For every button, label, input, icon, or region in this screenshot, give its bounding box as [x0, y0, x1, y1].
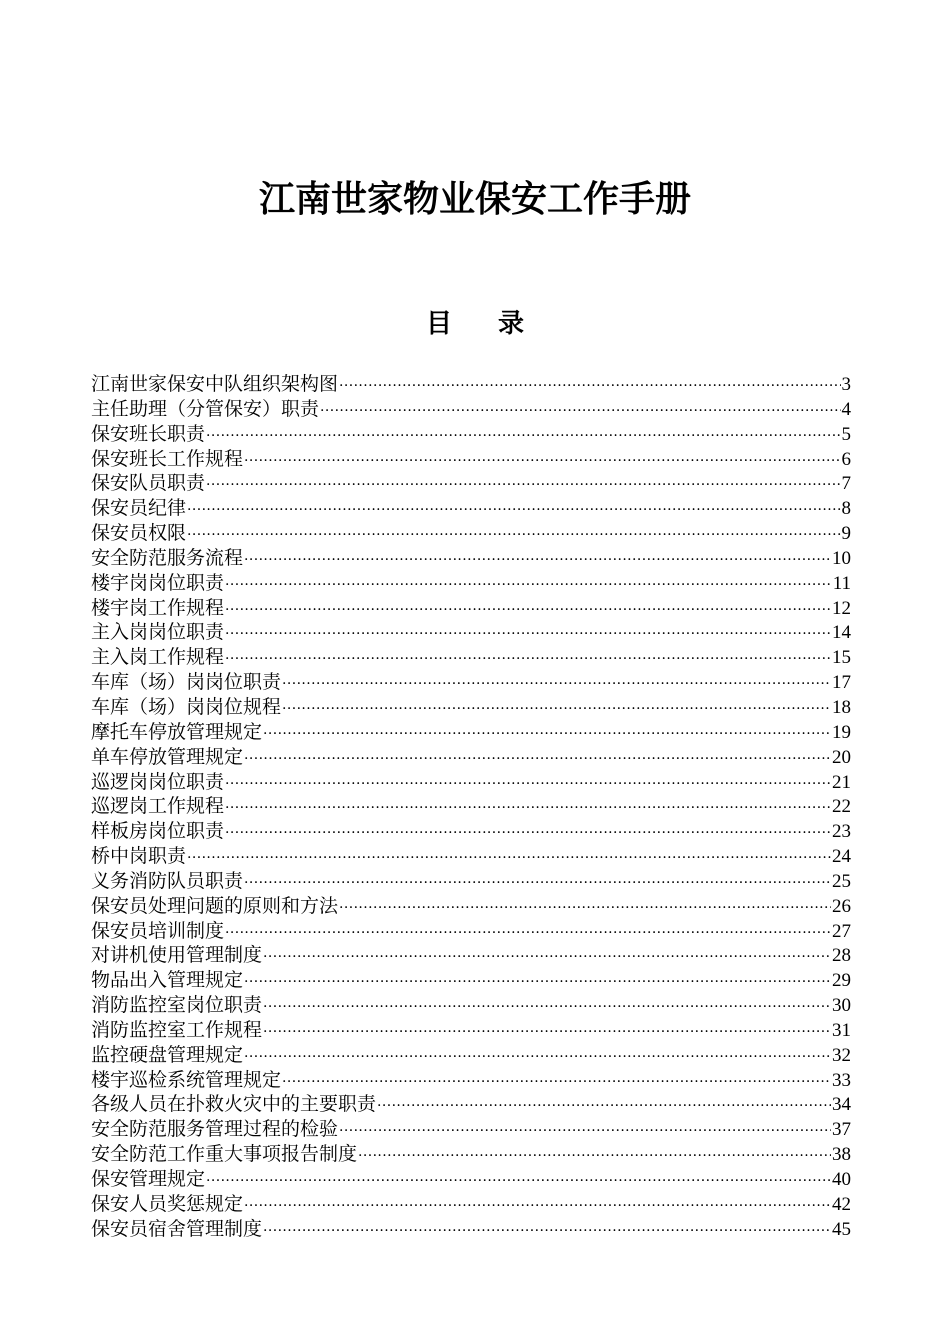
toc-entry-label: 巡逻岗岗位职责 [91, 770, 225, 793]
toc-entry[interactable] [91, 869, 851, 894]
toc-entry-page-number: 30 [832, 995, 851, 1017]
toc-entry[interactable] [91, 645, 851, 670]
toc-entry[interactable] [91, 1018, 851, 1043]
toc-entry-page-number: 42 [832, 1193, 851, 1215]
toc-leader-dots [206, 424, 840, 449]
toc-entry-label: 保安班长职责 [91, 422, 206, 445]
toc-entry-label: 主任助理（分管保安）职责 [91, 397, 320, 420]
toc-entry-label: 义务消防队员职责 [91, 869, 244, 892]
toc-entry-page-number: 14 [832, 622, 851, 644]
toc-entry-label: 保安员宿舍管理制度 [91, 1217, 263, 1240]
toc-entry-page-number: 34 [832, 1094, 851, 1116]
toc-leader-dots [339, 896, 831, 921]
toc-leader-dots [358, 1144, 831, 1169]
toc-entry-page-number: 24 [832, 846, 851, 868]
toc-entry[interactable] [91, 397, 851, 422]
toc-entry[interactable] [91, 471, 851, 496]
toc-entry-label: 样板房岗位职责 [91, 820, 225, 843]
toc-entry-page-number: 26 [832, 895, 851, 917]
toc-entry-page-number: 22 [832, 796, 851, 818]
toc-entry-page-number: 6 [841, 448, 851, 470]
toc-leader-dots [282, 697, 831, 722]
toc-entry-page-number: 20 [832, 746, 851, 768]
toc-entry-label: 楼宇巡检系统管理规定 [91, 1068, 282, 1091]
toc-entry-label: 保安员处理问题的原则和方法 [91, 894, 339, 917]
toc-entry[interactable] [91, 794, 851, 819]
toc-leader-dots [263, 945, 831, 970]
toc-entry-page-number: 45 [832, 1218, 851, 1240]
toc-entry[interactable] [91, 571, 851, 596]
toc-leader-dots [263, 1219, 831, 1244]
toc-entry-label: 摩托车停放管理规定 [91, 720, 263, 743]
toc-entry-label: 安全防范工作重大事项报告制度 [91, 1143, 358, 1166]
toc-leader-dots [187, 523, 840, 548]
toc-entry-page-number: 38 [832, 1144, 851, 1166]
toc-leader-dots [225, 821, 831, 846]
toc-entry-label: 巡逻岗工作规程 [91, 795, 225, 818]
toc-heading-right: 录 [498, 309, 525, 339]
toc-entry-page-number: 21 [832, 771, 851, 793]
toc-entry-page-number: 33 [832, 1069, 851, 1091]
toc-entry-label: 主入岗岗位职责 [91, 621, 225, 644]
toc-entry[interactable] [91, 1167, 851, 1192]
toc-entry-label: 保安人员奖惩规定 [91, 1192, 244, 1215]
toc-entry[interactable] [91, 993, 851, 1018]
toc-leader-dots [206, 1169, 831, 1194]
toc-entry-label: 物品出入管理规定 [91, 969, 244, 992]
toc-entry[interactable] [91, 745, 851, 770]
toc-leader-dots [244, 449, 840, 474]
toc-entry-label: 保安班长工作规程 [91, 447, 244, 470]
toc-entry-label: 车库（场）岗岗位规程 [91, 695, 282, 718]
toc-leader-dots [244, 871, 831, 896]
toc-entry-label: 桥中岗职责 [91, 845, 187, 868]
toc-entry[interactable] [91, 596, 851, 621]
toc-entry[interactable] [91, 894, 851, 919]
toc-entry-page-number: 10 [832, 547, 851, 569]
toc-entry-label: 江南世家保安中队组织架构图 [91, 373, 339, 395]
toc-leader-dots [244, 747, 831, 772]
toc-entry[interactable] [91, 1117, 851, 1142]
toc-entry-label: 主入岗工作规程 [91, 646, 225, 669]
toc-entry-label: 保安员培训制度 [91, 919, 225, 942]
toc-leader-dots [282, 1070, 831, 1095]
toc-leader-dots [244, 1194, 831, 1219]
toc-entry[interactable] [91, 670, 851, 695]
toc-leader-dots [206, 473, 840, 498]
toc-heading [0, 304, 950, 344]
toc-entry[interactable] [91, 1192, 851, 1217]
toc-entry[interactable] [91, 720, 851, 745]
toc-entry-page-number: 37 [832, 1119, 851, 1141]
toc-leader-dots [225, 921, 831, 946]
toc-entry-page-number: 5 [841, 423, 851, 445]
toc-entry[interactable] [91, 1142, 851, 1167]
toc-entry-label: 保安队员职责 [91, 472, 206, 495]
toc-leader-dots [187, 846, 831, 871]
toc-entry-label: 安全防范服务管理过程的检验 [91, 1118, 339, 1141]
toc-entry[interactable] [91, 943, 851, 968]
toc-entry[interactable] [91, 1043, 851, 1068]
toc-entry[interactable] [91, 819, 851, 844]
toc-leader-dots [339, 374, 840, 399]
toc-entry-label: 保安员纪律 [91, 497, 187, 520]
toc-entry[interactable] [91, 968, 851, 993]
toc-heading-left: 目 [425, 309, 452, 339]
toc-entry[interactable] [91, 422, 851, 447]
toc-entry-page-number: 18 [832, 696, 851, 718]
toc-entry[interactable] [91, 521, 851, 546]
toc-leader-dots [377, 1094, 831, 1119]
toc-entry-page-number: 29 [832, 970, 851, 992]
toc-list [91, 372, 851, 1242]
toc-leader-dots [225, 772, 831, 797]
toc-entry-page-number: 31 [832, 1019, 851, 1041]
toc-leader-dots [320, 399, 840, 424]
toc-entry-page-number: 17 [832, 672, 851, 694]
document-title: 江南世家物业保安工作手册 [258, 179, 691, 220]
toc-entry-page-number: 12 [832, 597, 851, 619]
toc-entry[interactable] [91, 919, 851, 944]
toc-entry-page-number: 19 [832, 721, 851, 743]
toc-entry[interactable] [91, 1092, 851, 1117]
toc-leader-dots [187, 498, 840, 523]
toc-entry-label: 消防监控室工作规程 [91, 1018, 263, 1041]
toc-entry[interactable] [91, 372, 851, 397]
toc-entry-page-number: 15 [832, 647, 851, 669]
toc-entry-page-number: 32 [832, 1044, 851, 1066]
toc-entry-label: 车库（场）岗岗位职责 [91, 671, 282, 694]
toc-entry[interactable] [91, 496, 851, 521]
toc-entry[interactable] [91, 620, 851, 645]
toc-entry-page-number: 23 [832, 821, 851, 843]
toc-entry-page-number: 25 [832, 870, 851, 892]
toc-entry[interactable] [91, 695, 851, 720]
toc-entry-label: 安全防范服务流程 [91, 546, 244, 569]
toc-leader-dots [225, 647, 831, 672]
toc-entry-page-number: 27 [832, 920, 851, 942]
toc-entry-label: 监控硬盘管理规定 [91, 1043, 244, 1066]
toc-leader-dots [339, 1119, 831, 1144]
toc-entry-label: 保安员权限 [91, 522, 187, 545]
toc-leader-dots [263, 1020, 831, 1045]
toc-entry-label: 楼宇岗工作规程 [91, 596, 225, 619]
toc-entry-label: 对讲机使用管理制度 [91, 944, 263, 967]
toc-entry-page-number: 28 [832, 945, 851, 967]
toc-entry-page-number: 3 [841, 374, 851, 395]
toc-entry[interactable] [91, 770, 851, 795]
toc-leader-dots [282, 672, 831, 697]
toc-entry[interactable] [91, 546, 851, 571]
toc-entry-page-number: 9 [841, 523, 851, 545]
toc-leader-dots [225, 622, 831, 647]
toc-entry-label: 消防监控室岗位职责 [91, 994, 263, 1017]
toc-entry-label: 保安管理规定 [91, 1168, 206, 1190]
toc-leader-dots [244, 548, 831, 573]
toc-entry-label: 各级人员在扑救火灾中的主要职责 [91, 1093, 377, 1116]
toc-entry-label: 楼宇岗岗位职责 [91, 571, 225, 594]
toc-entry[interactable] [91, 447, 851, 472]
toc-leader-dots [244, 1045, 831, 1070]
toc-entry-page-number: 7 [841, 473, 851, 495]
toc-entry-page-number: 8 [841, 498, 851, 520]
toc-entry-label: 单车停放管理规定 [91, 745, 244, 768]
toc-leader-dots [244, 970, 831, 995]
toc-leader-dots [263, 995, 831, 1020]
toc-entry-page-number: 4 [841, 398, 851, 420]
toc-leader-dots [225, 598, 831, 623]
toc-entry[interactable] [91, 1217, 851, 1242]
toc-leader-dots [225, 796, 831, 821]
toc-leader-dots [263, 722, 831, 747]
toc-entry[interactable] [91, 1068, 851, 1093]
toc-entry-page-number: 40 [832, 1169, 851, 1190]
toc-leader-dots [225, 573, 832, 598]
toc-entry-page-number: 11 [832, 572, 851, 594]
toc-entry[interactable] [91, 844, 851, 869]
